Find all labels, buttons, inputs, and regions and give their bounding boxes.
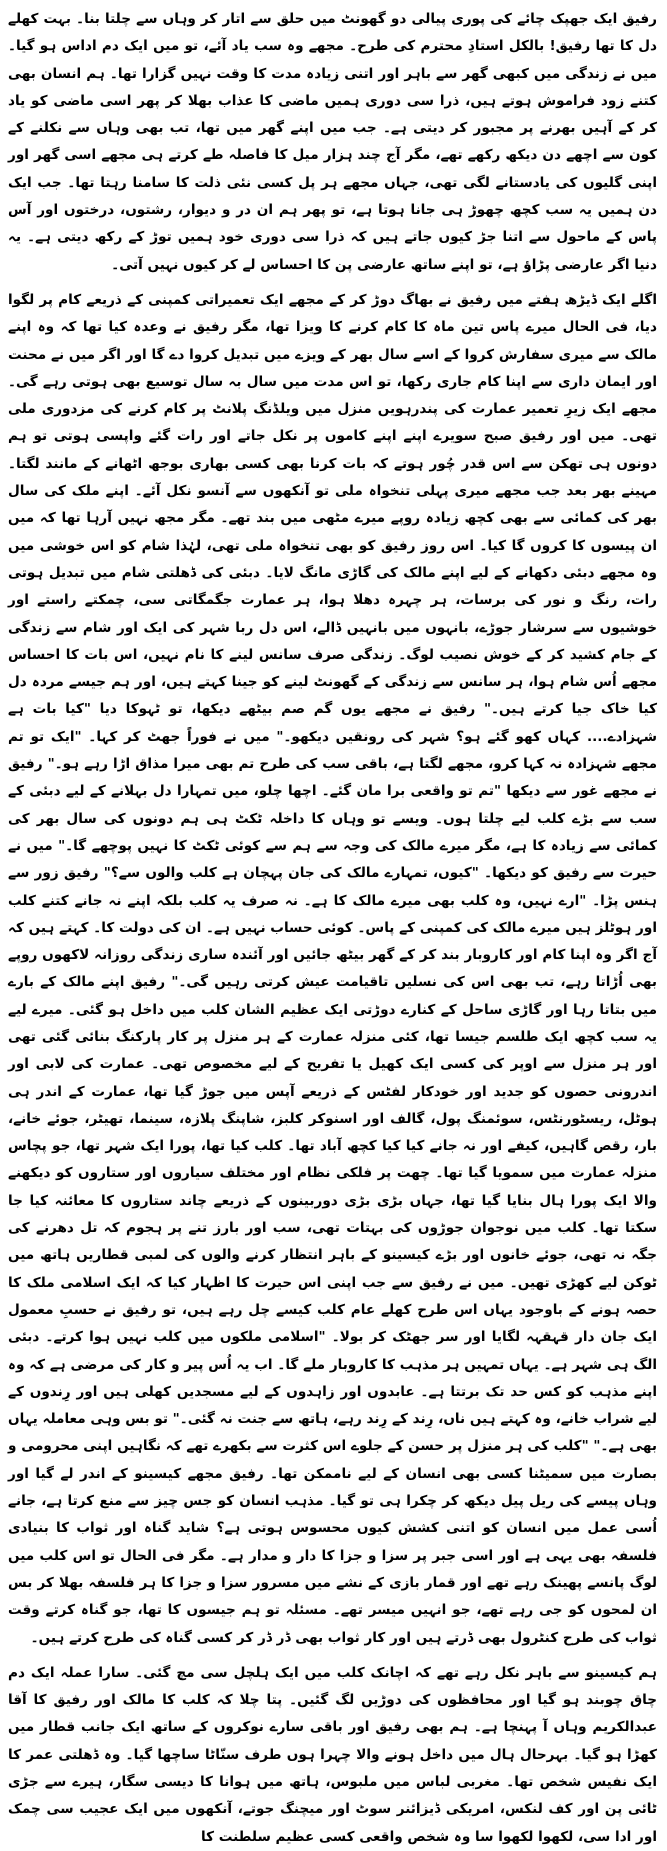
- article-paragraph: ہم کیسینو سے باہر نکل رہے تھے کہ اچانک کلب میں ایک ہلچل سی مچ گئی۔ سارا عملہ ایک دم چاق چوبند ہو گیا اور محافظوں کی دوڑیں لگ گئیں۔ پتا چلا کہ کلب کا مالک اور رفیق کا آقا عبدالکریم وہاں آ پہنچا ہے۔ ہم بھی رفیق اور باقی سارے نوکروں کے ساتھ ایک جانب قطار میں کھڑا ہو گیا۔ بہرحال ہال میں داخل ہونے والا چہرا ہوں طرف سنّاٹا ساچھا گیا۔ وہ ڈھلتی عمر کا ایک نفیس شخص تھا۔ مغربی لباس میں ملبوس، ہاتھ میں ہوانا کا دیسی سگار، ہیرے سے جڑی ٹائی پن اور کف لنکس، امریکی ڈیزائنر سوٹ اور میچنگ جوتے، آنکھوں میں ایک عجیب سی چمک اور ادا سی، لکھوا لکھوا سا وہ شخص واقعی کسی عظیم سلطنت کا: [8, 1664, 657, 1845]
- article-paragraph: رفیق ایک جھپک چائے کی پوری پیالی دو گھونٹ میں حلق سے اتار کر وہاں سے چلتا بنا۔ بہت کھلے دل کا تھا رفیق! بالکل استادِ محترم کی طرح۔ مجھے وہ سب یاد آئے، تو میں ایک دم اداس ہو گیا۔ میں نے زندگی میں کبھی گھر سے باہر اور اتنی زیادہ مدت کا وقت نہیں گزارا تھا۔ ہم انسان بھی کتنے زود فراموش ہوتے ہیں، ذرا سی دوری ہمیں ماضی کا عذاب بھلا کر پھر اسی ماضی کو یاد کر کے آہیں بھرنے پر مجبور کر دیتی ہے۔ جب میں اپنے گھر میں تھا، تب بھی وہاں سے نکلنے کے کون سے اچھے دن دیکھ رکھے تھے، مگر آج چند ہزار میل کا فاصلہ طے کرتے ہی مجھے اسی گھر اور اپنی گلیوں کی یادستانے لگی تھی، جہاں مجھے ہر پل کسی نئی ذلت کا سامنا رہتا تھا۔ جب ایک دن ہمیں یہ سب کچھ چھوڑ ہی جانا ہوتا ہے، تو پھر ہم ان در و دیوار، رشتوں، درختوں اور آس پاس کے ماحول سے اتنا جڑ کیوں جاتے ہیں کہ ذرا سی دوری خود ہمیں توڑ کے رکھ دیتی ہے۔ یہ دنیا اگر عارضی پڑاؤ ہے، تو اپنے ساتھ عارضی پن کا احساس لے کر کیوں نہیں آتی۔: [8, 11, 657, 273]
- article-paragraph: اگلے ایک ڈیڑھ ہفتے میں رفیق نے بھاگ دوڑ کر کے مجھے ایک تعمیراتی کمپنی کے ذریعے کام پر لگوا دیا، فی الحال میرے پاس تین ماہ کا کام کرنے کا ویزا تھا، مگر رفیق نے وعدہ کیا تھا کہ وہ اپنے مالک سے میری سفارش کروا کے اسے سال بھر کے ویزے میں تبدیل کروا دے گا اور اگر میں نے محنت اور ایمان داری سے اپنا کام جاری رکھا، تو اس مدت میں سال بہ سال توسیع بھی ہوتی رہے گی۔ مجھے ایک زیرِ تعمیر عمارت کی پندرہویں منزل میں ویلڈنگ پلانٹ پر کام کرنے کی مزدوری ملی تھی۔ میں اور رفیق صبح سویرے اپنے اپنے کاموں پر نکل جاتے اور رات گئے واپسی ہوتی تو ہم دونوں ہی تھکن سے اس قدر چُور ہوتے کہ بات کرنا بھی کسی بھاری بوجھ اٹھانے کے مانند لگتا۔ مہینے بھر بعد جب مجھے میری پہلی تنخواہ ملی تو آنکھوں سے آنسو نکل آئے۔ اپنے ملک کی سال بھر کی کمائی سے بھی کچھ زیادہ روپے میرے مٹھی میں بند تھے۔ مگر مجھ نہیں آرہا تھا کہ میں ان پیسوں کا کروں گا کیا۔ اس روز رفیق کو بھی تنخواہ ملی تھی، لہٰذا شام کو اس خوشی میں وہ مجھے دبئی دکھانے کے لیے اپنے مالک کی گاڑی مانگ لایا۔ دبئی کی ڈھلتی شام میں تبدیل ہوتی رات، رنگ و نور کی برسات، ہر چہرہ دھلا ہوا، ہر عمارت جگمگاتی سی، چمکتے راستے اور خوشیوں سے سرشار جوڑے، بانہوں میں بانہیں ڈالے، اس دل ربا شہر کی ایک اور شام سے زندگی کے جام کشید کر کے خوش نصیب لوگ۔ زندگی صرف سانس لینے کا نام نہیں، اس بات کا احساس مجھے اُس شام ہوا، ہر سانس سے زندگی کے گھونٹ لینے کو جینا کہتے ہیں، اور ہم جیسے مردہ دل کیا خاک جیا کرتے ہیں۔" رفیق نے مجھے یوں گم صم بیٹھے دیکھا، تو ٹہوکا دیا "کیا بات ہے شہزادے.... کہاں کھو گئے ہو؟ شہر کی رونقیں دیکھو۔" میں نے فوراً جھٹ کر کہا۔ "ایک تو تم مجھے شہزادہ نہ کہا کرو، مجھے لگتا ہے، باقی سب کی طرح تم بھی میرا مذاق اڑا رہے ہو۔" رفیق نے مجھے غور سے دیکھا "تم تو واقعی برا مان گئے۔ اچھا چلو، میں تمہارا دل بہلانے کے لیے دبئی کے سب سے بڑے کلب لیے چلتا ہوں۔ ویسے تو وہاں کا داخلہ ٹکٹ ہی ہم دونوں کی سال بھر کی کمائی سے زیادہ کا ہے، مگر میرے مالک کی وجہ سے ہم سے کوئی ٹکٹ کا نہیں پوچھے گا۔" میں نے حیرت سے رفیق کو دیکھا۔ "کیوں، تمہارے مالک کی جان پہچان ہے کلب والوں سے؟" رفیق زور سے ہنس پڑا۔ "ارے نہیں، وہ کلب بھی میرے مالک کا ہے۔ نہ صرف یہ کلب بلکہ اپنے نہ جانے کتنے کلب اور ہوٹلز ہیں میرے مالک کی کمپنی کے پاس۔ کوئی حساب نہیں ہے۔ ان کی دولت کا۔ کہتے ہیں کہ آج اگر وہ اپنا کام اور کاروبار بند کر کے گھر بیٹھ جائیں اور آئندہ ساری زندگی روزانہ لاکھوں روپے بھی اُڑاتا رہے، تب بھی اس کی نسلیں تاقیامت عیش کرتی رہیں گی۔" رفیق اپنے مالک کے بارے میں بتاتا رہا اور گاڑی ساحل کے کنارے دوڑتی ایک عظیم الشان کلب میں داخل ہو گئی۔ میرے لیے یہ سب کچھ ایک طلسم جیسا تھا، کئی منزلہ عمارت کے ہر منزل پر کار پارکنگ بنائی گئی تھی اور ہر منزل سے اوپر کی کسی ایک کھیل یا تفریح کے لیے مخصوص تھی۔ عمارت کی لابی اور اندرونی حصوں کو جدید اور خودکار لفٹس کے ذریعے آپس میں جوڑ گیا تھا، عمارت کے اندر ہی ہوٹل، ریسٹورنٹس، سوئمنگ پول، گالف اور اسنوکر کلبز، شاپنگ پلازہ، سینما، تھیٹر، جوئے خانے، بار، رقص گاہیں، کیفے اور نہ جانے کیا کیا کچھ آباد تھا۔ کلب کیا تھا، پورا ایک شہر تھا، جو پچاس منزلہ عمارت میں سمویا گیا تھا۔ چھت پر فلکی نظام اور مختلف سیاروں اور ستاروں کو دیکھنے والا ایک پورا ہال بنایا گیا تھا، جہاں بڑی بڑی دوربینوں کے ذریعے چاند ستاروں کا معائنہ کیا جا سکتا تھا۔ کلب میں نوجوان جوڑوں کی بہتات تھی، سب اور بارز تنے پر ہجوم کہ تل دھرنے کی جگہ نہ تھی، جوئے خانوں اور بڑے کیسینو کے باہر انتظار کرنے والوں کی لمبی قطاریں ہاتھ میں ٹوکن لیے کھڑی تھیں۔ میں نے رفیق سے جب اپنی اس حیرت کا اظہار کیا کہ ایک اسلامی ملک کا حصہ ہونے کے باوجود یہاں اس طرح کھلے عام کلب کیسے چل رہے ہیں، تو رفیق نے حسبِ معمول ایک جان دار قہقہہ لگایا اور سر جھٹک کر بولا۔ "اسلامی ملکوں میں کلب نہیں ہوا کرتے۔ دبئی الگ ہی شہر ہے۔ یہاں تمہیں ہر مذہب کا کاروبار ملے گا۔ اب یہ اُس پیر و کار کی مرضی ہے کہ وہ اپنے مذہب کو کس حد تک برتتا ہے۔ عابدوں اور زاہدوں کے لیے مسجدیں کھلی ہیں اور رِندوں کے لیے شراب خانے، وہ کہتے ہیں ناں، رِند کے رِند رہے، ہاتھ سے جنت نہ گئی۔" تو بس وہی معاملہ یہاں بھی ہے۔" "کلب کی ہر منزل پر حسن کے جلوے اس کثرت سے بکھرے تھے کہ نگاہیں اپنی محرومی و بصارت میں سمیٹنا کسی بھی انسان کے لیے ناممکن تھا۔ رفیق مجھے کیسینو کے اندر لے گیا اور وہاں پیسے کی ریل پیل دیکھ کر چکرا ہی تو گیا۔ مذہب انسان کو جس چیز سے منع کرتا ہے، جانے اُسی عمل میں انسان کو اتنی کشش کیوں محسوس ہوتی ہے؟ شاید گناہ اور ثواب کا بنیادی فلسفہ بھی یہی ہے اور اسی جبر پر سزا و جزا کا دار و مدار ہے۔ مگر فی الحال تو اس کلب میں لوگ پانسے پھینک رہے تھے اور قمار بازی کے نشے میں مسرور سزا و جزا کا ہر فلسفہ بھلا کر بس ان لمحوں کو جی رہے تھے، جو انہیں میسر تھے۔ مسئلہ تو ہم جیسوں کا تھا، جو گناہ کرتے وقت ثواب کی طرح کنٹرول بھی ڈرتے ہیں اور کار ثواب بھی ڈر ڈر کر کسی گناہ کی طرح کرتے ہیں۔: [8, 291, 657, 1646]
